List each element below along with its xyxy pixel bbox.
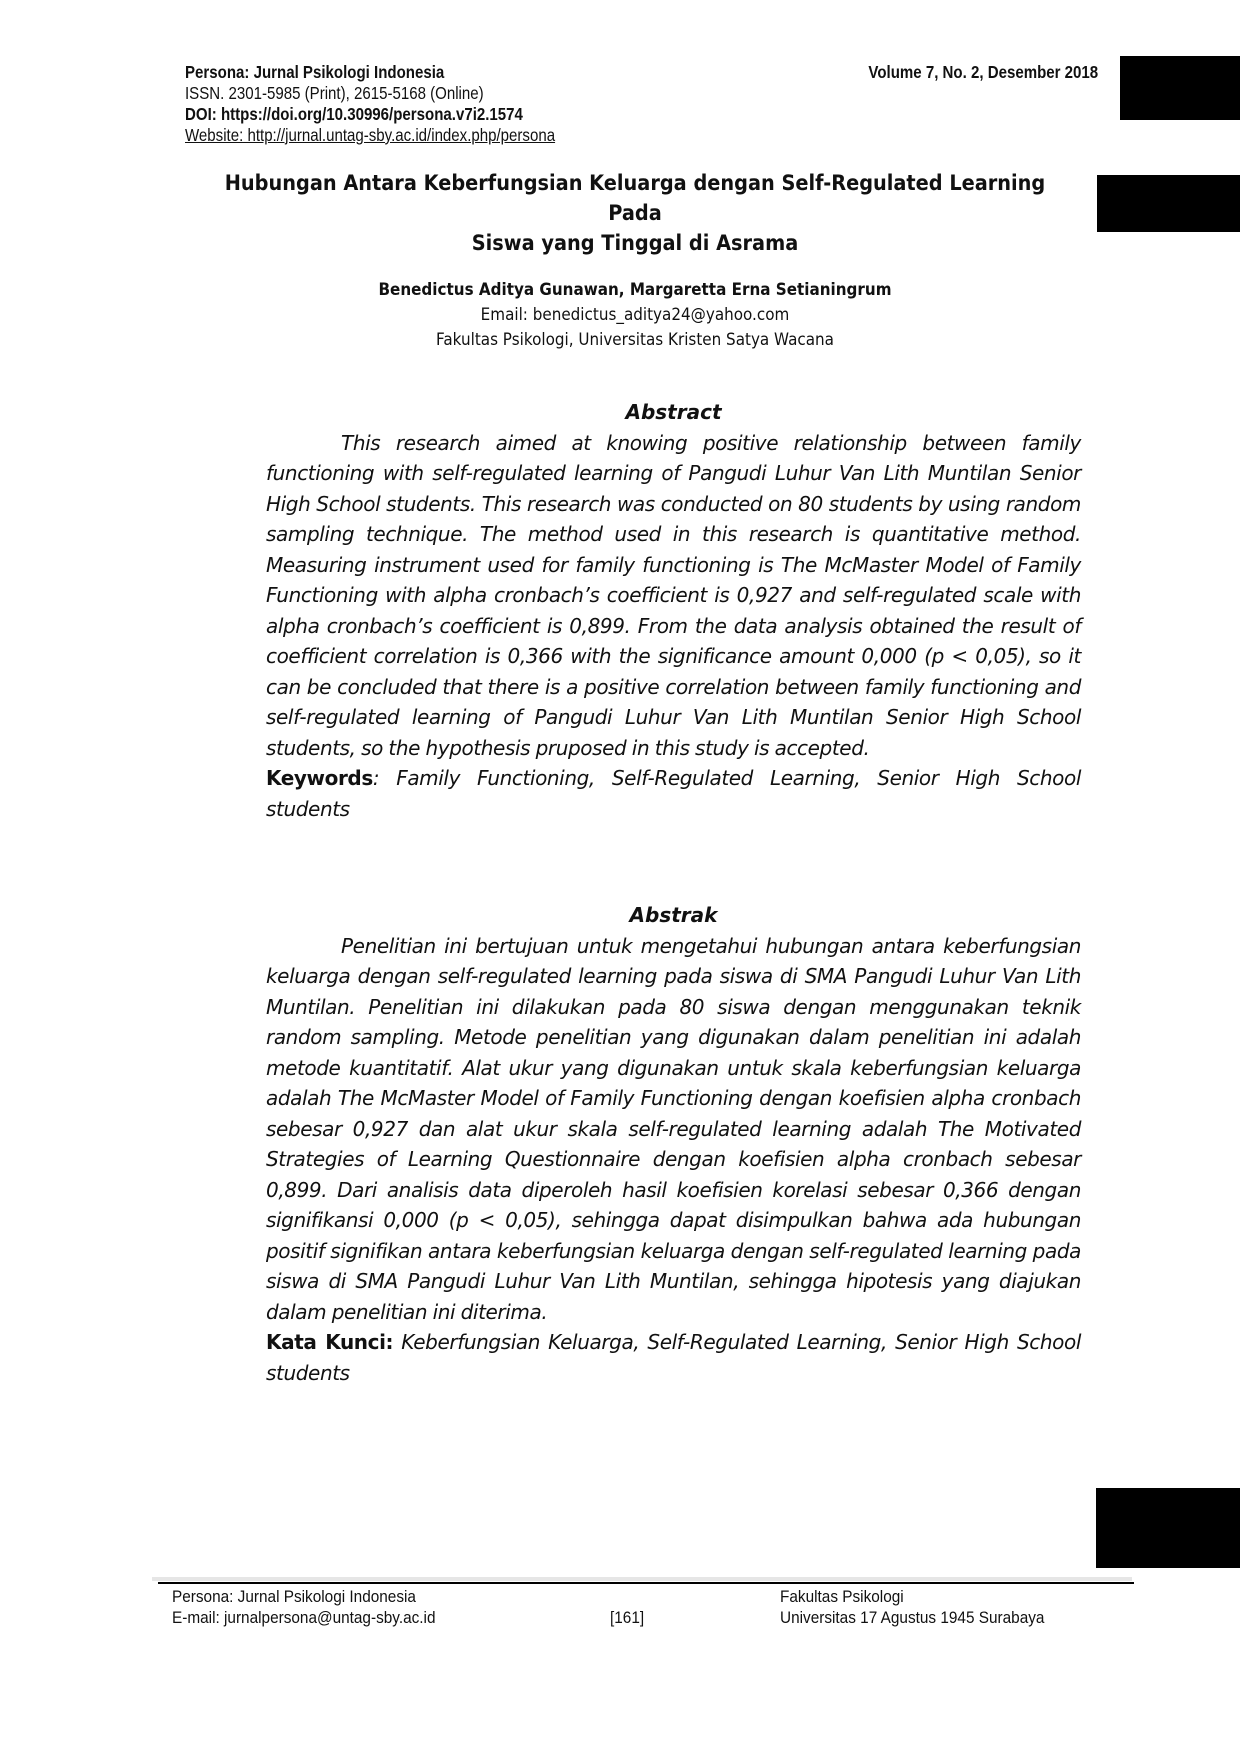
website-link[interactable]: Website: http://jurnal.untag-sby.ac.id/index.php/persona — [185, 125, 556, 145]
title-line-2: Siswa yang Tinggal di Asrama — [471, 231, 799, 255]
footer-divider — [158, 1582, 1134, 1584]
journal-name: Persona: Jurnal Psikologi Indonesia — [185, 62, 445, 82]
abstract-heading: Abstract — [625, 400, 722, 424]
article-title — [216, 168, 1053, 258]
author-names: Benedictus Aditya Gunawan, Margaretta Erna Setianingrum — [378, 280, 892, 299]
abstract-body: This research aimed at knowing positive relationship between family functioning with self-regulated learning of Pangudi Luhur Van Lith Muntilan Senior High School students. This research was conducted on 80 students by using random sampling technique. The method used in this research is quantitative method. Measuring instrument used for family functioning is The McMaster Model of Family Functioning with alpha cronbach’s coefficient is 0,927 and self-regulated scale with alpha cronbach’s coefficient is 0,899. From the data analysis obtained the result of coefficient correlation is 0,366 with the significance amount 0,000 (p < 0,05), so it can be concluded that there is a positive correlation between family functioning and self-regulated learning of Pangudi Luhur Van Lith Muntilan Senior High School students, so the hypothesis pruposed in this study is accepted. — [266, 430, 1081, 760]
author-email[interactable]: Email: benedictus_aditya24@yahoo.com — [480, 305, 790, 324]
footer-email[interactable]: E-mail: jurnalpersona@untag-sby.ac.id — [172, 1609, 436, 1627]
journal-header — [185, 62, 555, 146]
issn: ISSN. 2301-5985 (Print), 2615-5168 (Online) — [185, 83, 484, 103]
volume-info: Volume 7, No. 2, Desember 2018 — [868, 62, 1098, 82]
kata-kunci-list: Keberfungsian Keluarga, Self-Regulated Learning, Senior High School students — [266, 1330, 1081, 1385]
footer-faculty: Fakultas Psikologi — [780, 1588, 904, 1606]
redaction-block-bottom — [1096, 1488, 1240, 1568]
kata-kunci-label: Kata Kunci: — [266, 1330, 394, 1354]
keywords-label: Keywords — [266, 766, 373, 790]
keywords — [266, 763, 1081, 824]
footer-gray-line — [152, 1577, 1132, 1581]
abstrak-body: Penelitian ini bertujuan untuk mengetahui hubungan antara keberfungsian keluarga dengan self-regulated learning pada siswa di SMA Pangudi Luhur Van Lith Muntilan. Penelitian ini dilakukan pada 80 siswa dengan menggunakan teknik random sampling. Metode penelitian yang digunakan dalam penelitian ini adalah metode kuantitatif. Alat ukur yang digunakan untuk skala keberfungsian keluarga adalah The McMaster Model of Family Functioning dengan koefisien alpha cronbach sebesar 0,927 dan alat ukur skala self-regulated learning adalah The Motivated Strategies of Learning Questionnaire dengan koefisien alpha cronbach sebesar 0,899. Dari analisis data diperoleh hasil koefisien korelasi sebesar 0,366 dengan signifikansi 0,000 (p < 0,05), sehingga dapat disimpulkan bahwa ada hubungan positif signifikan antara keberfungsian keluarga dengan self-regulated learning pada siswa di SMA Pangudi Luhur Van Lith Muntilan, sehingga hipotesis yang diajukan dalam penelitian ini diterima. — [266, 933, 1081, 1324]
page-number: [161] — [610, 1609, 645, 1627]
author-affiliation: Fakultas Psikologi, Universitas Kristen Satya Wacana — [436, 330, 834, 349]
title-line-1: Hubungan Antara Keberfungsian Keluarga dengan Self-Regulated Learning Pada — [224, 171, 1046, 225]
doi[interactable]: DOI: https://doi.org/10.30996/persona.v7i2.1574 — [185, 104, 523, 124]
abstract-english — [266, 397, 1081, 824]
keywords-list: : Family Functioning, Self-Regulated Learning, Senior High School students — [266, 766, 1081, 821]
abstrak-heading: Abstrak — [629, 903, 718, 927]
kata-kunci — [266, 1327, 1081, 1388]
abstract-indonesian — [266, 900, 1081, 1388]
author-block — [180, 277, 1090, 352]
footer-journal-name: Persona: Jurnal Psikologi Indonesia — [172, 1588, 416, 1606]
footer-university: Universitas 17 Agustus 1945 Surabaya — [780, 1609, 1045, 1627]
redaction-block-title — [1097, 175, 1240, 232]
redaction-block-top — [1120, 56, 1240, 120]
